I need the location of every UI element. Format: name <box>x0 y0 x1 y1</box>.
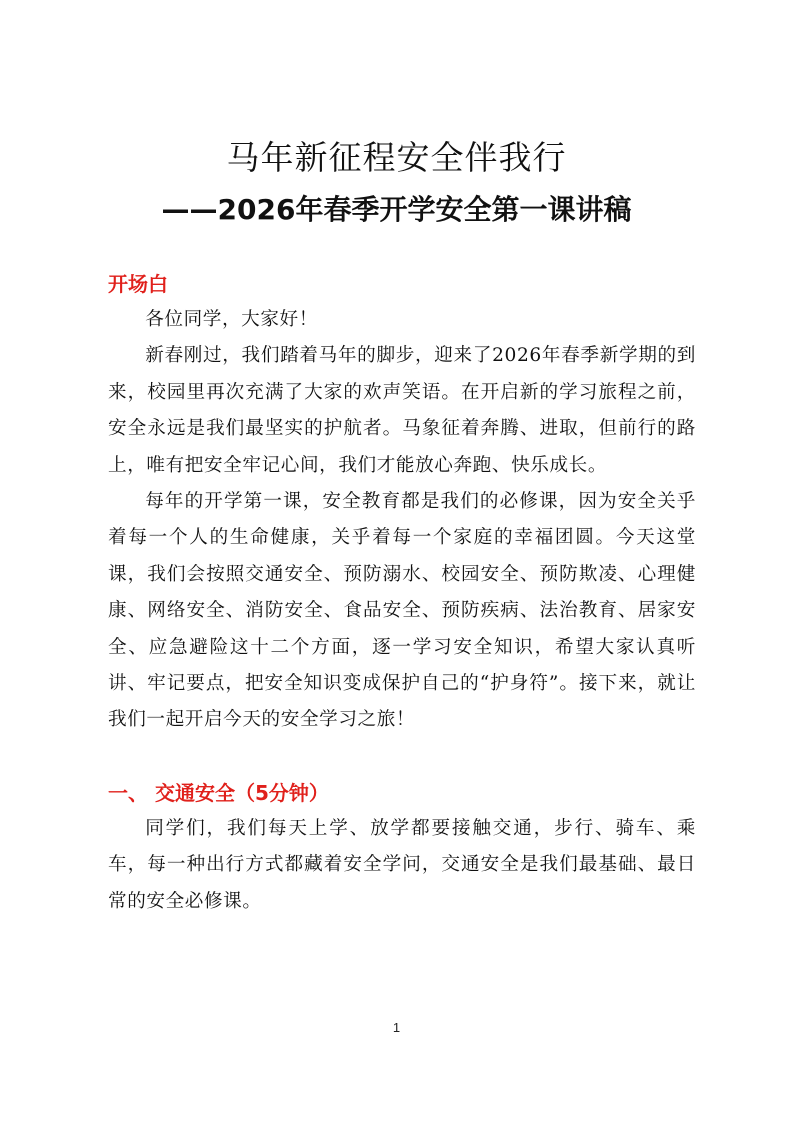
document-subtitle: ——2026年春季开学安全第一课讲稿 <box>161 193 632 226</box>
section-opening <box>108 266 696 739</box>
paragraph: 同学们，我们每天上学、放学都要接触交通，步行、骑车、乘车，每一种出行方式都藏着安全学问，交通安全是我们最基础、最日常的安全必修课。 <box>108 817 696 912</box>
paragraph: 每年的开学第一课，安全教育都是我们的必修课，因为安全关乎着每一个人的生命健康，关乎着每一个家庭的幸福团圆。今天这堂课，我们会按照交通安全、预防溺水、校园安全、预防欺凌、心理健康、网络安全、消防安全、食品安全、预防疾病、法治教育、居家安全、应急避险这十二个方面，逐一学习安全知识，希望大家认真听讲、牢记要点，把安全知识变成保护自己的“护身符”。接下来，就让我们一起开启今天的安全学习之旅！ <box>108 491 696 731</box>
page-number: 1 <box>392 1020 401 1035</box>
document-title: 马年新征程安全伴我行 <box>226 138 567 177</box>
section-traffic-safety <box>108 775 696 920</box>
section-heading: 一、 交通安全（5分钟） <box>108 780 329 805</box>
paragraph: 新春刚过，我们踏着马年的脚步，迎来了2026年春季新学期的到来，校园里再次充满了大家的欢声笑语。在开启新的学习旅程之前，安全永远是我们最坚实的护航者。马象征着奔腾、进取，但前行的路上，唯有把安全牢记心间，我们才能放心奔跑、快乐成长。 <box>108 345 696 476</box>
document-body <box>108 266 696 920</box>
section-heading: 开场白 <box>108 272 168 296</box>
paragraph: 各位同学，大家好！ <box>145 309 318 330</box>
